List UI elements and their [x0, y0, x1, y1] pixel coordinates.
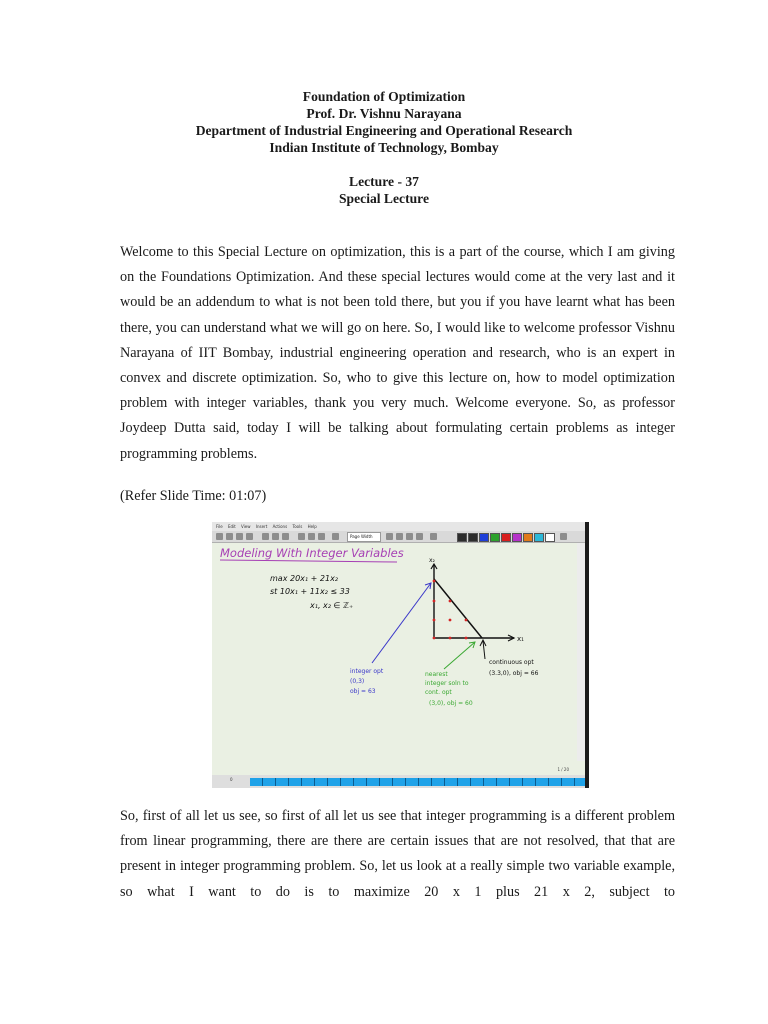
- color-swatch-orange: [523, 533, 533, 542]
- continuous-label: continuous opt: [489, 659, 534, 666]
- lecture-title: Special Lecture: [339, 191, 429, 206]
- integer-point: [465, 637, 468, 640]
- lecture-slide-screenshot: [212, 522, 589, 788]
- menu-insert: Insert: [255, 524, 268, 529]
- status-left: 0: [230, 777, 233, 782]
- toolbar-icon: [246, 533, 253, 540]
- color-swatch-blue: [479, 533, 489, 542]
- slide-scrollbar: [577, 543, 585, 761]
- integer-point: [433, 619, 436, 622]
- slide-menubar: [212, 522, 585, 531]
- menu-view: View: [241, 524, 251, 529]
- integer-opt-point: (0,3): [350, 678, 365, 685]
- integer-point: [449, 637, 452, 640]
- nearest-label-2: integer soln to: [425, 680, 469, 687]
- highlighter-icon: [406, 533, 413, 540]
- pen-icon: [386, 533, 393, 540]
- nearest-point-objective: (3,0), obj = 60: [429, 700, 473, 707]
- menu-help: Help: [307, 524, 317, 529]
- integer-point: [449, 600, 452, 603]
- toolbar-icon: [560, 533, 567, 540]
- integer-opt-objective: obj = 63: [350, 688, 376, 695]
- toolbar-icon: [226, 533, 233, 540]
- nearest-label: nearest: [425, 671, 448, 678]
- nearest-arrow: [444, 642, 475, 669]
- objective-function: max 20x₁ + 21x₂: [270, 574, 339, 583]
- lasso-icon: [430, 533, 437, 540]
- integer-point: [449, 619, 452, 622]
- color-swatch-black: [468, 533, 478, 542]
- toolbar-icon: [298, 533, 305, 540]
- toolbar-icon: [216, 533, 223, 540]
- integer-points: [433, 580, 468, 640]
- integer-point: [433, 637, 436, 640]
- toolbar-icon: [262, 533, 269, 540]
- integer-opt-arrow: [372, 583, 431, 663]
- continuation-paragraph: So, first of all let us see, so first of all let us see that integer programming is a different problem from linear programming, there are there are certain issues that are not resolved, that that are present in integer programming problem. So, let us look at a really simple two variable example, so what I want to do is to maximize 20 x 1 plus 21 x 2, subject to: [120, 808, 675, 900]
- color-swatch-black: [457, 533, 467, 542]
- slide-title: Modeling With Integer Variables: [220, 546, 404, 560]
- menu-actions: Actions: [272, 524, 288, 529]
- variable-domain: x₁, x₂ ∈ ℤ₊: [310, 601, 354, 610]
- title-underline: [220, 560, 397, 562]
- integer-point: [433, 600, 436, 603]
- continuous-point-objective: (3.3,0), obj = 66: [489, 670, 539, 677]
- integer-point: [433, 580, 436, 583]
- menu-file: File: [216, 524, 223, 529]
- menu-tools: Tools: [292, 524, 303, 529]
- slide-page-number: 1 / 20: [557, 767, 569, 772]
- toolbar-icon: [282, 533, 289, 540]
- axis-label-y: x₂: [429, 557, 435, 564]
- toolbar-icon: [272, 533, 279, 540]
- toolbar-icon: [332, 533, 339, 540]
- intro-paragraph: Welcome to this Special Lecture on optimization, this is a part of the course, which I am giving on the Foundations Optimization. And these special lectures would come at the very last and it would be an addendum to what is not been told there, but you if you have learnt what has been there, you can understand what we will go on here. So, I would like to welcome professor Vishnu Narayana of IIT Bombay, industrial engineering operation and research, who is an expert in convex and discrete optimization. So, who to give this lecture on, how to model optimization problem with integer variables, thank you very much. Welcome everyone. So, as professor Joydeep Dutta said, today I will be talking about formulating certain problems as integer programming problems.: [120, 244, 675, 462]
- slide-time-reference: (Refer Slide Time: 01:07): [120, 488, 267, 504]
- course-title: Foundation of Optimization: [302, 89, 466, 104]
- slide-toolbar: [212, 531, 585, 543]
- constraint-line: [434, 579, 482, 638]
- slide-bottombar: [212, 775, 585, 788]
- slide-whiteboard: [212, 543, 577, 774]
- toolbar-icon: [308, 533, 315, 540]
- integer-opt-label: integer opt: [350, 668, 384, 675]
- document-header: [0, 88, 768, 207]
- axis-label-x: x₁: [517, 635, 524, 643]
- color-swatch-purple: [512, 533, 522, 542]
- toolbar-icon: [236, 533, 243, 540]
- eraser-icon: [396, 533, 403, 540]
- slide-progress-bar: [250, 778, 585, 786]
- color-swatch-green: [490, 533, 500, 542]
- select-icon: [416, 533, 423, 540]
- color-swatch-white: [545, 533, 555, 542]
- lecture-number: Lecture - 37: [349, 174, 419, 189]
- zoom-select: Page Width: [347, 532, 381, 542]
- color-swatch-red: [501, 533, 511, 542]
- integer-point: [465, 619, 468, 622]
- toolbar-icon: [318, 533, 325, 540]
- institute-name: Indian Institute of Technology, Bombay: [269, 140, 499, 155]
- menu-edit: Edit: [227, 524, 236, 529]
- constraint: st 10x₁ + 11x₂ ≤ 33: [270, 587, 350, 596]
- department-name: Department of Industrial Engineering and Operational Research: [195, 123, 573, 138]
- color-swatch-cyan: [534, 533, 544, 542]
- nearest-label-3: cont. opt: [425, 689, 452, 696]
- professor-name: Prof. Dr. Vishnu Narayana: [306, 106, 462, 121]
